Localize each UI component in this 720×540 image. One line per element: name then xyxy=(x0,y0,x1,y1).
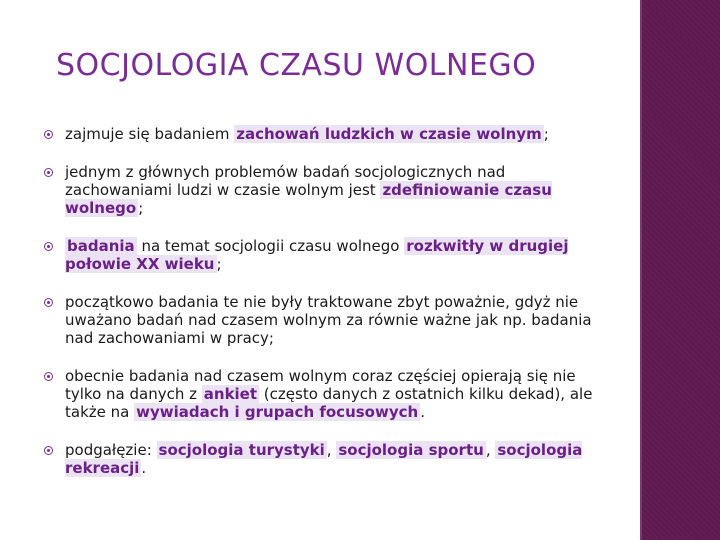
highlighted-phrase: socjologia sportu xyxy=(338,441,484,459)
bullet-item xyxy=(40,125,600,143)
bullet-text: obecnie badania nad czasem wolnym coraz częściej opierają się nie tylko na danych z xyxy=(65,367,576,403)
circle-bullet-icon xyxy=(44,130,53,139)
bullet-text: jednym z głównych problemów badań socjologicznych nad zachowaniami ludzi w czasie wolnym jest xyxy=(65,163,506,199)
circle-bullet-icon xyxy=(44,298,53,307)
circle-bullet-icon xyxy=(44,168,53,177)
bullet-text: . xyxy=(420,403,425,421)
bullet-item xyxy=(40,367,600,421)
circle-bullet-icon xyxy=(44,372,53,381)
highlighted-phrase: socjologia rekreacji xyxy=(65,441,583,477)
bullet-text: . xyxy=(141,459,147,477)
bullet-text: ; xyxy=(138,199,144,217)
bullet-text: , xyxy=(326,441,337,459)
bullet-text: zajmuje się badaniem xyxy=(65,125,235,143)
bullet-text: , xyxy=(485,441,496,459)
highlighted-phrase: rozkwitły w drugiej połowie XX wieku xyxy=(65,237,569,273)
bullet-text: (często danych z ostatnich kilku dekad), ale także na xyxy=(65,385,593,421)
bullet-text: początkowo badania te nie były traktowane zbyt poważnie, gdyż nie uważano badań nad czasem wolnym za równie ważne jak np. badania nad zachowaniami w pracy; xyxy=(65,293,592,347)
bullet-text: ; xyxy=(216,255,222,273)
highlighted-phrase: wywiadach i grupach focusowych xyxy=(136,403,419,421)
circle-bullet-icon xyxy=(44,446,53,455)
decorative-side-band xyxy=(642,0,720,540)
bullet-item xyxy=(40,441,600,477)
bullet-text: podgałęzie: xyxy=(65,441,157,459)
highlighted-phrase: zdefiniowanie czasu wolnego xyxy=(65,181,552,217)
bullet-item xyxy=(40,237,600,273)
highlighted-phrase: socjologia turystyki xyxy=(158,441,325,459)
bullet-text: ; xyxy=(543,125,549,143)
bullet-text: na temat socjologii czasu wolnego xyxy=(136,237,405,255)
slide-title: SOCJOLOGIA CZASU WOLNEGO xyxy=(56,48,537,83)
highlighted-phrase: ankiet xyxy=(203,385,258,403)
bullet-item xyxy=(40,163,600,217)
bullet-item xyxy=(40,293,600,347)
circle-bullet-icon xyxy=(44,242,53,251)
highlighted-phrase: zachowań ludzkich w czasie wolnym xyxy=(236,125,542,143)
highlighted-phrase: badania xyxy=(67,237,135,255)
bullet-list xyxy=(40,125,600,477)
